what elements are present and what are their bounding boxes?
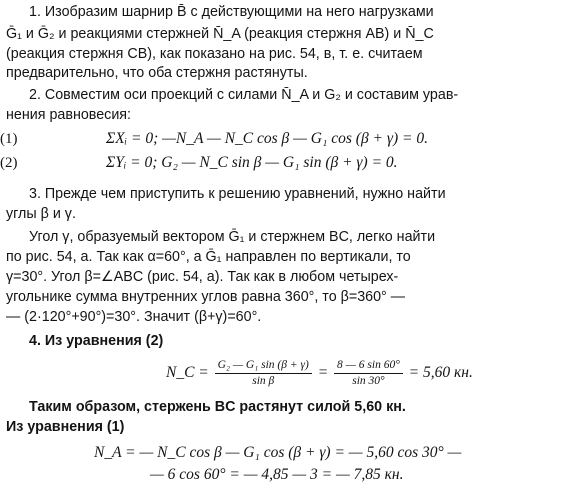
- paragraph-6-line-2: Из уравнения (1): [6, 419, 125, 435]
- paragraph-1-line-2: Ḡ₁ и Ḡ₂ и реакциями стержней N̄_A (реакция стержня AB) и N̄_C: [6, 26, 434, 42]
- paragraph-1-line-4: предварительно, что оба стержня растянуты.: [6, 65, 308, 81]
- nc-result: = 5,60 кн.: [404, 364, 473, 381]
- paragraph-3-line-1: 3. Прежде чем приступить к решению уравнений, нужно найти: [29, 186, 446, 202]
- paragraph-2-line-1: 2. Совместим оси проекций с силами N̄_A и G₂ и составим урав-: [29, 87, 459, 103]
- equation-1: ΣXᵢ = 0; —N_A — N_C cos β — G₁ cos (β + γ) = 0.: [106, 130, 428, 147]
- nc-fraction-1-denominator: sin β: [252, 374, 275, 387]
- paragraph-1-line-3: (реакция стержня CB), как показано на рис. 54, в, т. е. считаем: [6, 46, 423, 62]
- paragraph-3-line-2: углы β и γ.: [6, 206, 76, 222]
- equation-2-number: (2): [0, 155, 18, 171]
- paragraph-2-line-2: нения равновесия:: [6, 107, 132, 123]
- nc-fraction-2-denominator: sin 30°: [352, 374, 385, 387]
- nc-fraction-1-numerator: G₂ — G₁ sin (β + γ): [215, 359, 312, 374]
- nc-equals: =: [313, 364, 333, 381]
- equation-1-number: (1): [0, 131, 18, 147]
- nc-lhs: N_C =: [166, 364, 213, 381]
- nc-fraction-1: [215, 359, 312, 388]
- na-formula-line-1: N_A = — N_C cos β — G₁ cos (β + γ) = — 5,60 cos 30° —: [94, 444, 462, 461]
- paragraph-1-line-1: 1. Изобразим шарнир B̄ с действующими на него нагрузками: [29, 4, 434, 20]
- paragraph-4-line-3: γ=30°. Угол β=∠ABC (рис. 54, а). Так как в любом четырех-: [6, 269, 399, 285]
- na-formula-line-2: — 6 cos 60° = — 4,85 — 3 = — 7,85 кн.: [150, 466, 404, 483]
- nc-fraction-2-numerator: 8 — 6 sin 60°: [334, 359, 403, 374]
- paragraph-4-line-1: Угол γ, образуемый вектором Ḡ₁ и стержнем BC, легко найти: [29, 229, 436, 245]
- nc-fraction-2: [334, 359, 403, 388]
- paragraph-6-line-1: Таким образом, стержень BC растянут силой 5,60 кн.: [29, 399, 406, 415]
- paragraph-4-line-4: угольнике сумма внутренних углов равна 360°, то β=360° —: [6, 289, 406, 305]
- paragraph-4-line-5: — (2·120°+90°)=30°. Значит (β+γ)=60°.: [6, 309, 262, 325]
- paragraph-5-heading: 4. Из уравнения (2): [29, 333, 164, 349]
- paragraph-4-line-2: по рис. 54, а. Так как α=60°, а Ḡ₁ направлен по вертикали, то: [6, 249, 411, 265]
- nc-formula: [166, 358, 473, 388]
- equation-2: ΣYᵢ = 0; G₂ — N_C sin β — G₁ sin (β + γ) = 0.: [106, 154, 398, 171]
